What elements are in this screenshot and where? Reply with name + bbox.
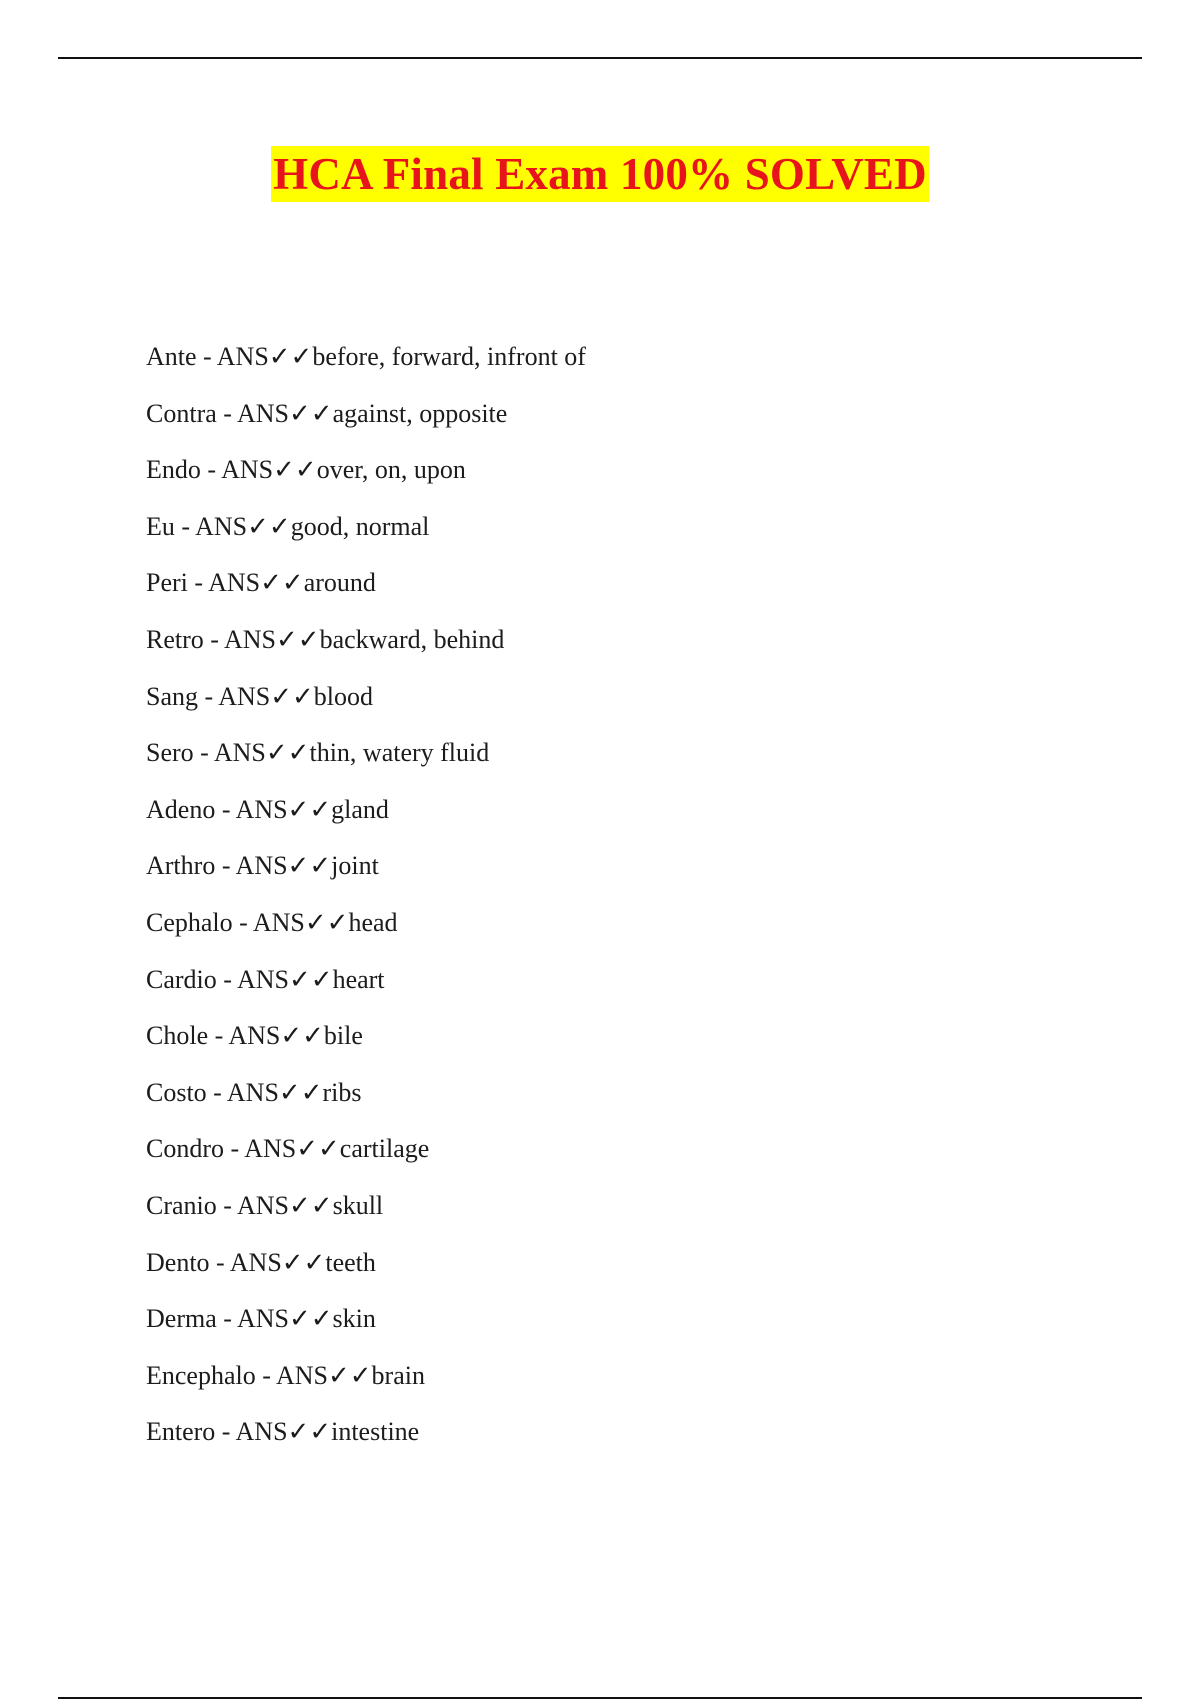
term-item: Sang - ANS✓✓blood [146, 681, 374, 711]
term-item: Eu - ANS✓✓good, normal [146, 511, 430, 541]
header-rule [58, 57, 1142, 59]
term-item: Ante - ANS✓✓before, forward, infront of [146, 342, 586, 371]
term-item: Cephalo - ANS✓✓head [146, 907, 398, 937]
term-item: Adeno - ANS✓✓gland [146, 794, 389, 824]
term-item: Cranio - ANS✓✓skull [146, 1190, 384, 1220]
term-item: Derma - ANS✓✓skin [146, 1304, 376, 1334]
footer-rule [58, 1697, 1142, 1699]
term-item: Cardio - ANS✓✓heart [146, 964, 385, 994]
term-item: Arthro - ANS✓✓joint [146, 851, 379, 881]
term-item: Dento - ANS✓✓teeth [146, 1247, 376, 1277]
term-list [146, 329, 586, 1461]
title-container [0, 146, 1200, 202]
term-item: Sero - ANS✓✓thin, watery fluid [146, 738, 490, 768]
page-title: HCA Final Exam 100% SOLVED [271, 146, 929, 202]
term-item: Entero - ANS✓✓intestine [146, 1417, 420, 1447]
term-item: Chole - ANS✓✓bile [146, 1021, 363, 1051]
term-item: Encephalo - ANS✓✓brain [146, 1360, 425, 1390]
term-item: Condro - ANS✓✓cartilage [146, 1134, 430, 1164]
term-item: Peri - ANS✓✓around [146, 568, 376, 598]
term-item: Costo - ANS✓✓ribs [146, 1077, 362, 1107]
term-item: Retro - ANS✓✓backward, behind [146, 624, 505, 654]
term-item: Contra - ANS✓✓against, opposite [146, 398, 508, 428]
term-item: Endo - ANS✓✓over, on, upon [146, 455, 466, 485]
